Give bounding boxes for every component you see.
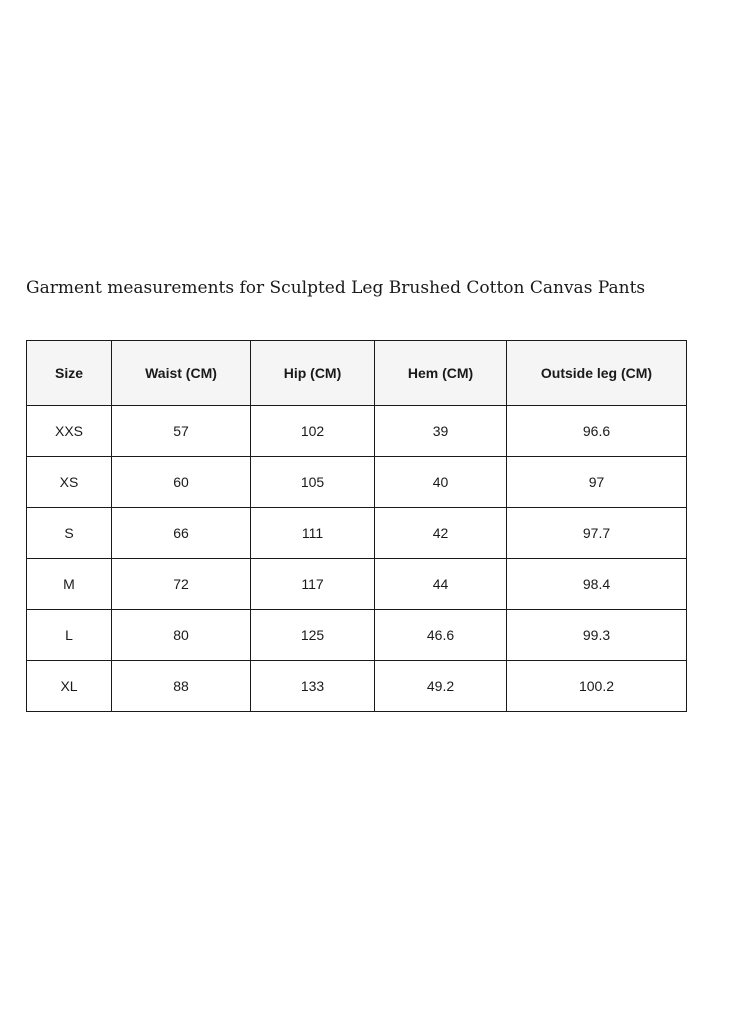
cell-hem: 49.2 [375,661,507,712]
cell-hip: 125 [251,610,375,661]
cell-waist: 66 [112,508,251,559]
header-hip: Hip (CM) [251,341,375,406]
cell-hem: 44 [375,559,507,610]
cell-hip: 105 [251,457,375,508]
cell-hip: 102 [251,406,375,457]
cell-waist: 57 [112,406,251,457]
cell-waist: 80 [112,610,251,661]
header-size: Size [27,341,112,406]
cell-size: XL [27,661,112,712]
cell-outside-leg: 97 [507,457,687,508]
table-row [27,661,687,712]
cell-outside-leg: 98.4 [507,559,687,610]
cell-outside-leg: 97.7 [507,508,687,559]
cell-outside-leg: 100.2 [507,661,687,712]
cell-size: XXS [27,406,112,457]
table-row [27,610,687,661]
table-row [27,508,687,559]
table-row [27,457,687,508]
table-row [27,406,687,457]
cell-size: L [27,610,112,661]
cell-outside-leg: 99.3 [507,610,687,661]
size-chart-table [26,340,687,712]
page-title: Garment measurements for Sculpted Leg Brushed Cotton Canvas Pants [26,278,646,298]
header-waist: Waist (CM) [112,341,251,406]
cell-size: XS [27,457,112,508]
cell-waist: 88 [112,661,251,712]
table-header-row [27,341,687,406]
cell-hem: 46.6 [375,610,507,661]
cell-waist: 72 [112,559,251,610]
cell-size: S [27,508,112,559]
cell-hip: 111 [251,508,375,559]
header-outside-leg: Outside leg (CM) [507,341,687,406]
cell-hip: 117 [251,559,375,610]
cell-hem: 40 [375,457,507,508]
cell-waist: 60 [112,457,251,508]
header-hem: Hem (CM) [375,341,507,406]
table-row [27,559,687,610]
cell-hem: 39 [375,406,507,457]
cell-size: M [27,559,112,610]
cell-hem: 42 [375,508,507,559]
cell-hip: 133 [251,661,375,712]
cell-outside-leg: 96.6 [507,406,687,457]
